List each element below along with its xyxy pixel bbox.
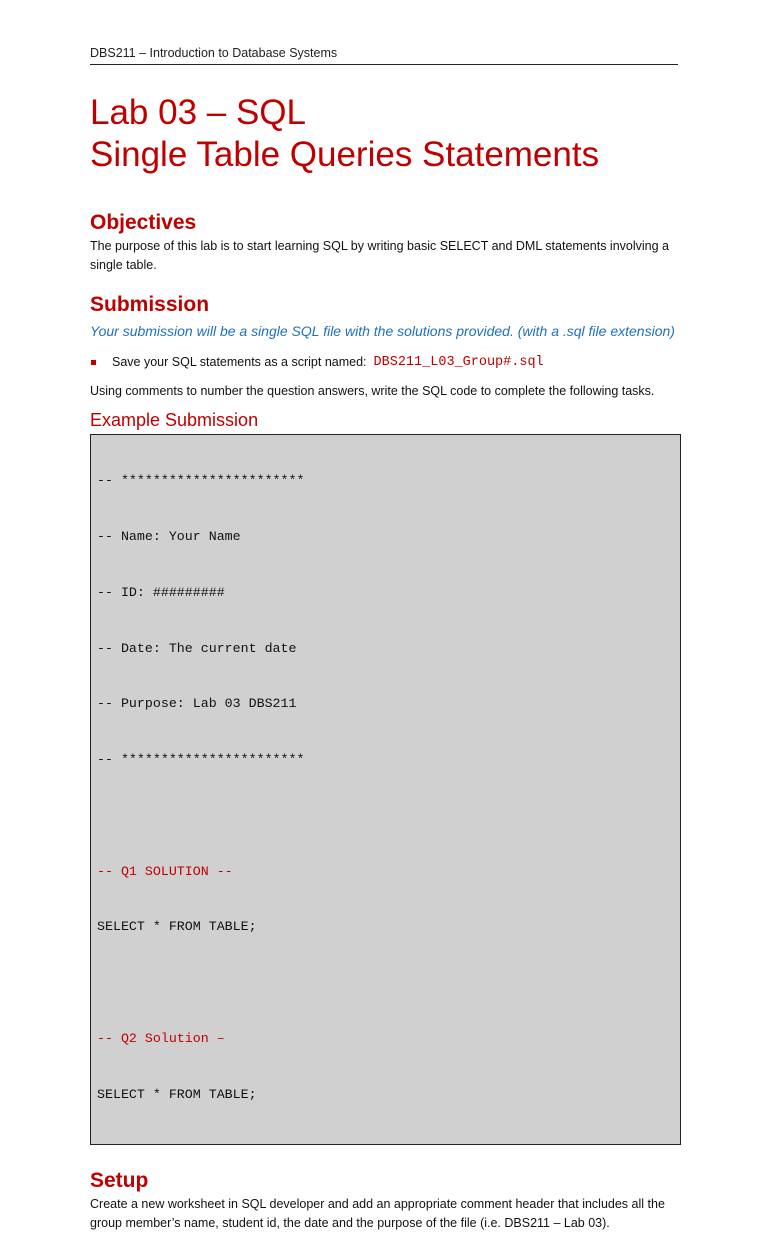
- document-page: [90, 0, 678, 1233]
- submission-instructions: Using comments to number the question answers, write the SQL code to complete the following tasks.: [90, 384, 655, 398]
- submission-note: Your submission will be a single SQL file with the solutions provided. (with a .sql file extension): [90, 323, 675, 339]
- running-header: DBS211 – Introduction to Database Systems: [90, 46, 678, 65]
- page-title: [90, 92, 678, 176]
- setup-heading: Setup: [90, 1168, 149, 1192]
- example-submission-heading: Example Submission: [90, 410, 259, 430]
- submission-heading: Submission: [90, 293, 210, 316]
- square-bullet-icon: [91, 360, 96, 365]
- submission-bullet: [90, 352, 678, 372]
- code-line: [97, 974, 677, 993]
- code-line: -- Date: The current date: [97, 640, 297, 656]
- bullet-text: Save your SQL statements as a script named:: [112, 355, 367, 369]
- code-line: SELECT * FROM TABLE;: [97, 1086, 257, 1102]
- title-line-2: Single Table Queries Statements: [90, 135, 600, 174]
- script-filename: DBS211_L03_Group#.sql: [373, 354, 544, 370]
- code-line: -- ID: #########: [97, 584, 225, 600]
- code-comment-q1: -- Q1 SOLUTION --: [97, 863, 233, 879]
- code-line: [97, 807, 677, 826]
- objectives-text: The purpose of this lab is to start learning SQL by writing basic SELECT and DML statements involving a single table.: [90, 239, 669, 272]
- code-line: -- Purpose: Lab 03 DBS211: [97, 696, 297, 712]
- example-code-block: [90, 434, 681, 1145]
- code-line: -- ***********************: [97, 473, 305, 489]
- title-line-1: Lab 03 – SQL: [90, 93, 306, 132]
- code-line: -- Name: Your Name: [97, 528, 241, 544]
- code-line: -- ***********************: [97, 752, 305, 768]
- setup-text: Create a new worksheet in SQL developer and add an appropriate comment header that includes all the group member’s name, student id, the date and the purpose of the file (i.e. DBS211 – Lab 03).: [90, 1196, 665, 1230]
- code-comment-q2: -- Q2 Solution –: [97, 1031, 225, 1046]
- code-line: SELECT * FROM TABLE;: [97, 919, 257, 935]
- objectives-heading: Objectives: [90, 211, 197, 234]
